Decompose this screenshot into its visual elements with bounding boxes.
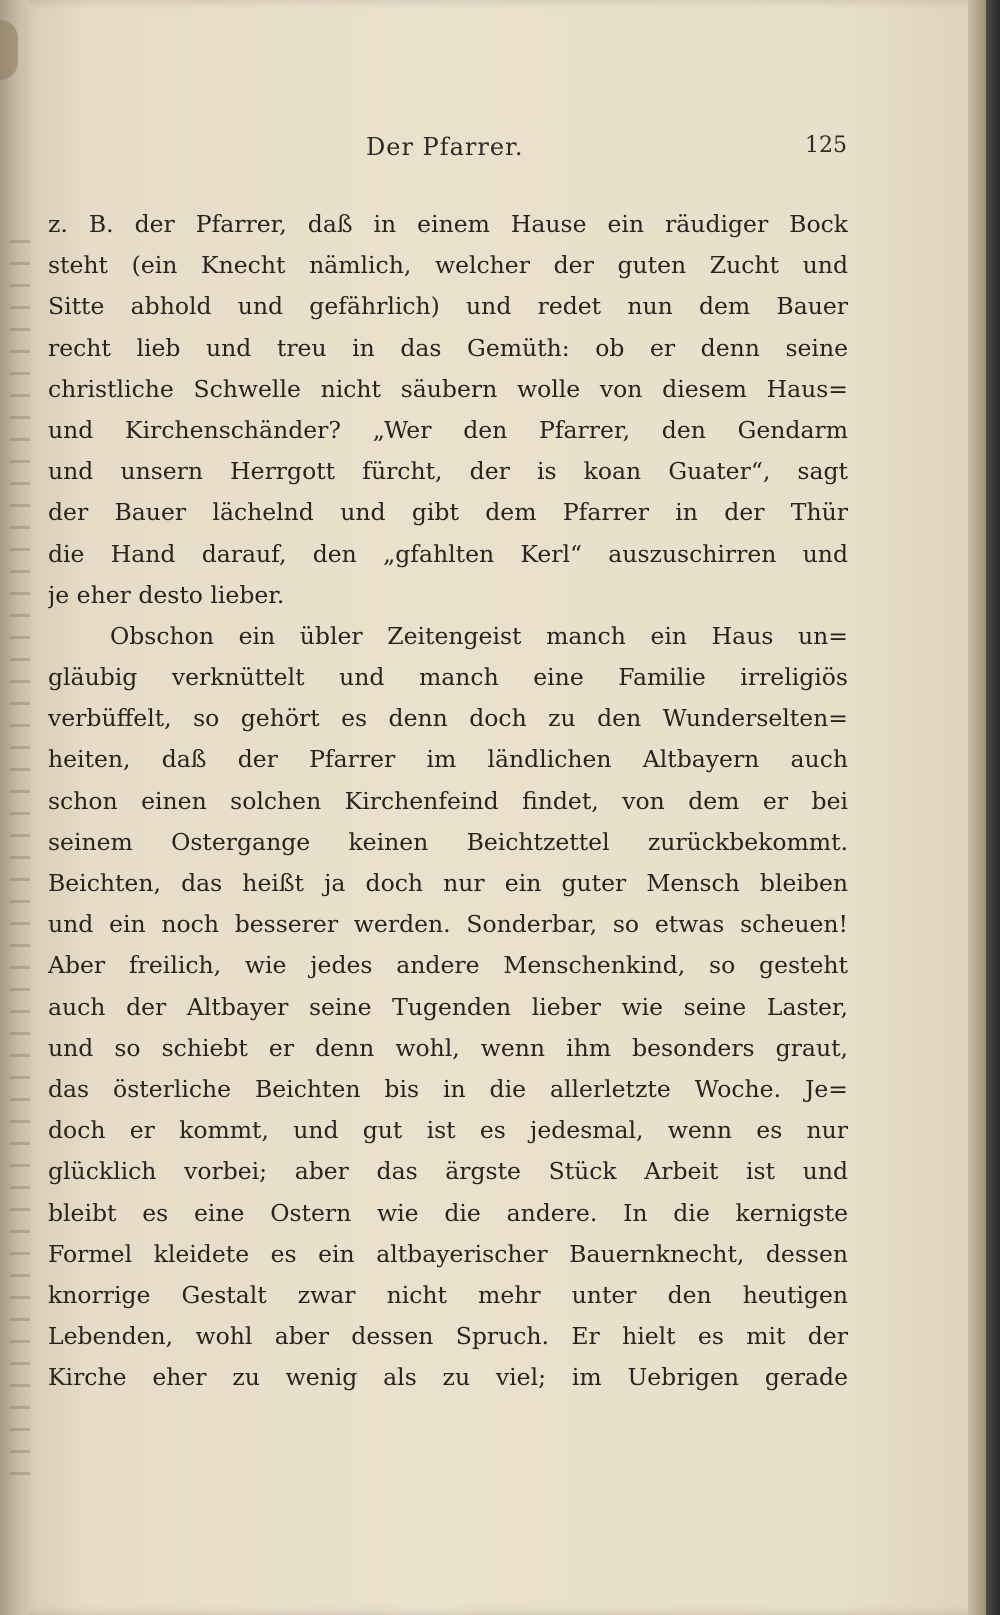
text-line: das österliche Beichten bis in die allerletzte Woche. Je= <box>48 1074 848 1103</box>
text-line: heiten, daß der Pfarrer im ländlichen Altbayern auch <box>48 745 848 774</box>
text-line: Kirche eher zu wenig als zu viel; im Uebrigen gerade <box>48 1363 848 1392</box>
page-fore-edge <box>968 0 986 1615</box>
text-line: glücklich vorbei; aber das ärgste Stück Arbeit ist und <box>48 1157 848 1186</box>
text-line: und unsern Herrgott fürcht, der is koan Guater“, sagt <box>48 457 848 486</box>
text-line: seinem Ostergange keinen Beichtzettel zurückbekommt. <box>48 827 848 856</box>
page <box>30 0 986 1615</box>
text-line: knorrige Gestalt zwar nicht mehr unter den heutigen <box>48 1280 848 1309</box>
text-line: die Hand darauf, den „gfahlten Kerl“ auszuschirren und <box>48 539 848 568</box>
text-line: schon einen solchen Kirchenfeind findet, von dem er bei <box>48 786 848 815</box>
text-line: z. B. der Pfarrer, daß in einem Hause ein räudiger Bock <box>48 210 848 238</box>
text-line: Lebenden, wohl aber dessen Spruch. Er hielt es mit der <box>48 1322 848 1351</box>
text-line: bleibt es eine Ostern wie die andere. In die kernigste <box>48 1198 848 1227</box>
text-line: gläubig verknüttelt und manch eine Familie irreligiös <box>48 663 848 692</box>
paragraph-end-line: je eher desto lieber. <box>48 580 285 609</box>
text-line: verbüffelt, so gehört es denn doch zu den Wunderselten= <box>48 704 848 733</box>
running-header <box>30 133 986 173</box>
page-number: 125 <box>805 133 847 158</box>
text-line: und Kirchenschänder? „Wer den Pfarrer, den Gendarm <box>48 415 848 444</box>
text-line: doch er kommt, und gut ist es jedesmal, wenn es nur <box>48 1116 848 1145</box>
text-line: der Bauer lächelnd und gibt dem Pfarrer in der Thür <box>48 498 848 527</box>
text-line: Formel kleidete es ein altbayerischer Bauernknecht, dessen <box>48 1239 848 1268</box>
body-text <box>48 204 848 1398</box>
text-line: auch der Altbayer seine Tugenden lieber wie seine Laster, <box>48 992 848 1021</box>
text-line: steht (ein Knecht nämlich, welcher der guten Zucht und <box>48 251 848 280</box>
text-line: Beichten, das heißt ja doch nur ein guter Mensch bleiben <box>48 869 848 897</box>
text-line: Sitte abhold und gefährlich) und redet nun dem Bauer <box>48 292 848 321</box>
text-line: christliche Schwelle nicht säubern wolle von diesem Haus= <box>48 374 848 403</box>
text-line: und ein noch besserer werden. Sonderbar, so etwas scheuen! <box>48 910 848 939</box>
text-line: Aber freilich, wie jedes andere Menschenkind, so gesteht <box>48 951 848 980</box>
page-curl <box>0 20 18 80</box>
text-line: recht lieb und treu in das Gemüth: ob er denn seine <box>48 333 848 362</box>
paragraph-start-line: Obschon ein übler Zeitengeist manch ein Haus un= <box>110 621 848 650</box>
text-line: und so schiebt er denn wohl, wenn ihm besonders graut, <box>48 1033 848 1062</box>
book-spine-edge <box>986 0 1000 1615</box>
running-title: Der Pfarrer. <box>366 133 524 161</box>
